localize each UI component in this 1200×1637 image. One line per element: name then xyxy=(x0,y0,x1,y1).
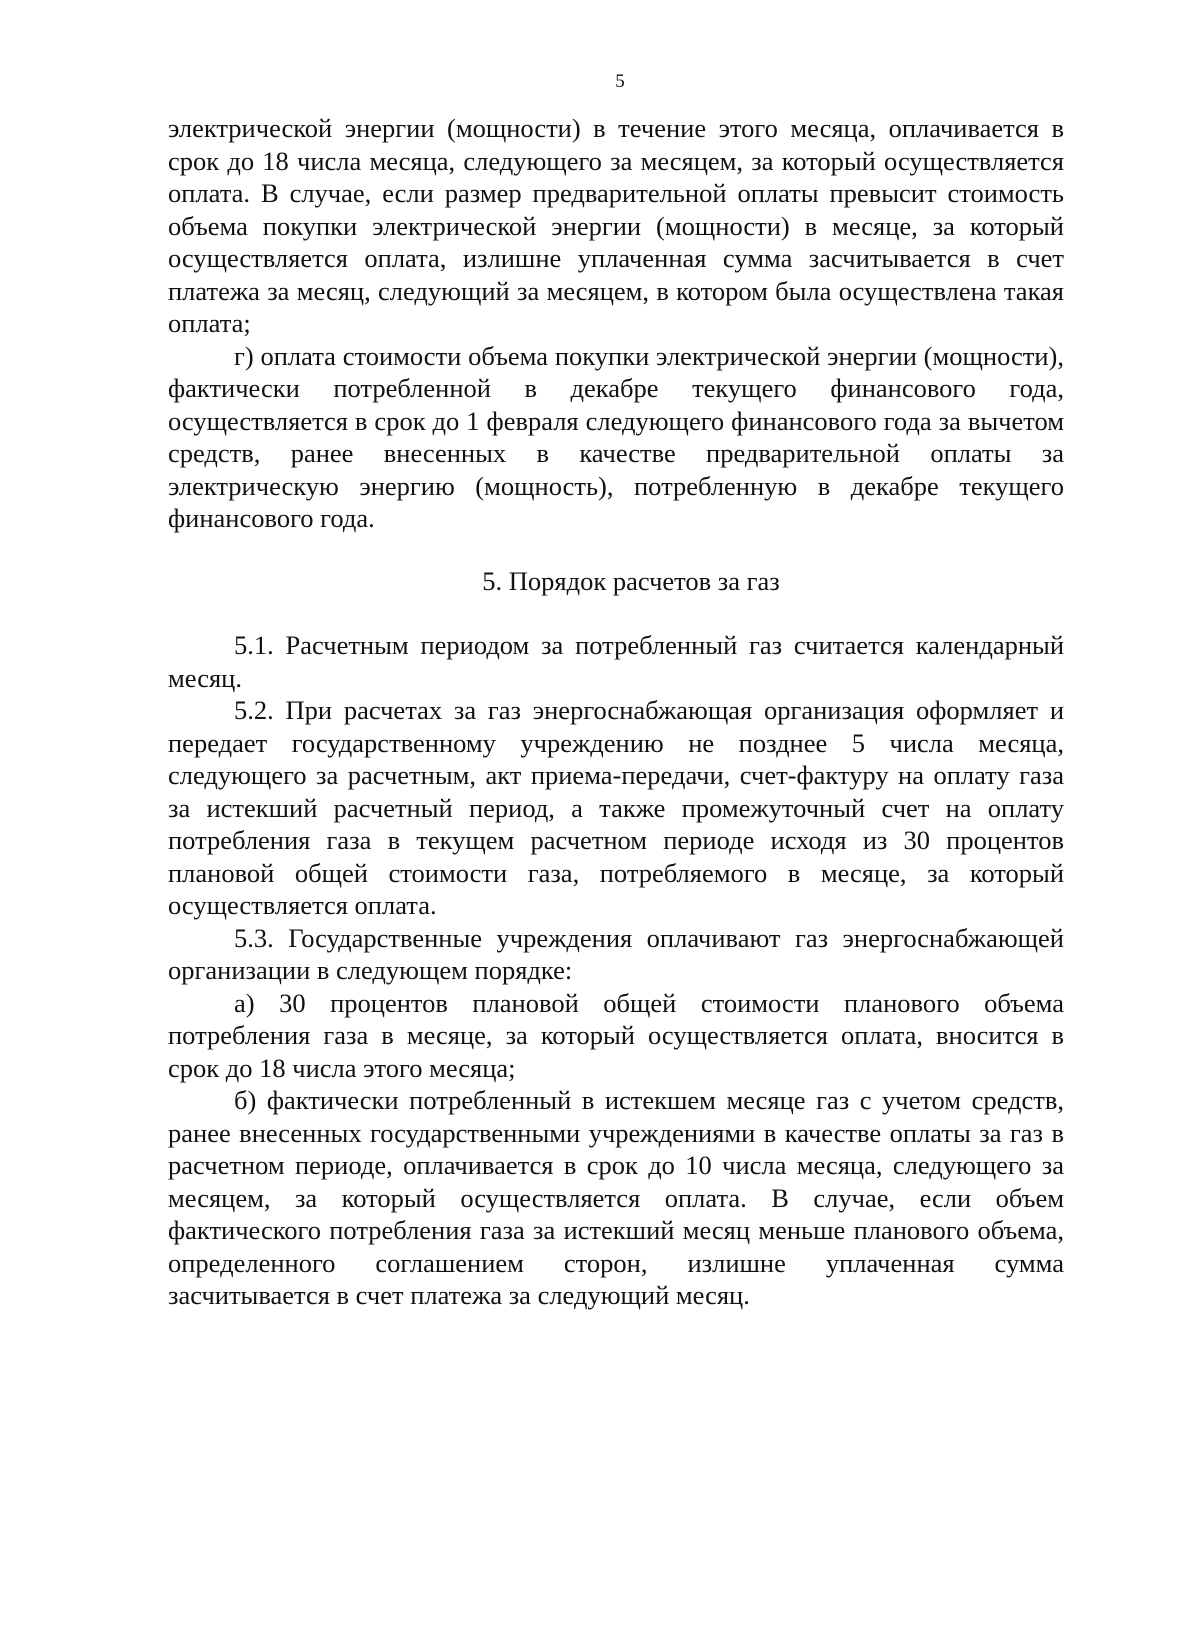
paragraph-5-3: 5.3. Государственные учреждения оплачивают газ энергоснабжающей организации в следующем порядке: xyxy=(168,922,1064,985)
page-number: 5 xyxy=(615,71,625,92)
section-heading: 5. Порядок расчетов за газ xyxy=(482,565,780,596)
paragraph-item-b: б) фактически потребленный в истекшем месяце газ с учетом средств, ранее внесенных государственными учреждениями в качестве оплаты за газ в расчетном периоде, оплачивается в срок до 10 числа месяца, следующего за месяцем, за который осуществляется оплата. В случае, если объем фактического потребления газа за истекший месяц меньше планового объема, определенного соглашением сторон, излишне уплаченная сумма засчитывается в счет платежа за следующий месяц. xyxy=(168,1085,1064,1310)
paragraph-item-g: г) оплата стоимости объема покупки электрической энергии (мощности), фактически потребленной в декабре текущего финансового года, осуществляется в срок до 1 февраля следующего финансового года за вычетом средств, ранее внесенных в качестве предварительной оплаты за электрическую энергию (мощность), потребленную в декабре текущего финансового года. xyxy=(168,340,1064,533)
paragraph-5-2: 5.2. При расчетах за газ энергоснабжающая организация оформляет и передает государственному учреждению не позднее 5 числа месяца, следующего за расчетным, акт приема-передачи, счет-фактуру на оплату газа за истекший расчетный период, а также промежуточный счет на оплату потребления газа в текущем расчетном периоде исходя из 30 процентов плановой общей стоимости газа, потребляемого в месяце, за который осуществляется оплата. xyxy=(168,695,1064,920)
paragraph-5-1: 5.1. Расчетным периодом за потребленный газ считается календарный месяц. xyxy=(168,630,1064,693)
paragraph-continuation: электрической энергии (мощности) в течение этого месяца, оплачивается в срок до 18 числа месяца, следующего за месяцем, за который осуществляется оплата. В случае, если размер предварительной оплаты превысит стоимость объема покупки электрической энергии (мощности) в месяце, за который осуществляется оплата, излишне уплаченная сумма засчитывается в счет платежа за месяц, следующий за месяцем, в котором была осуществлена такая оплата; xyxy=(168,113,1064,338)
document-body xyxy=(168,112,1064,1312)
paragraph-item-a: а) 30 процентов плановой общей стоимости планового объема потребления газа в месяце, за который осуществляется оплата, вносится в срок до 18 числа этого месяца; xyxy=(168,987,1064,1083)
